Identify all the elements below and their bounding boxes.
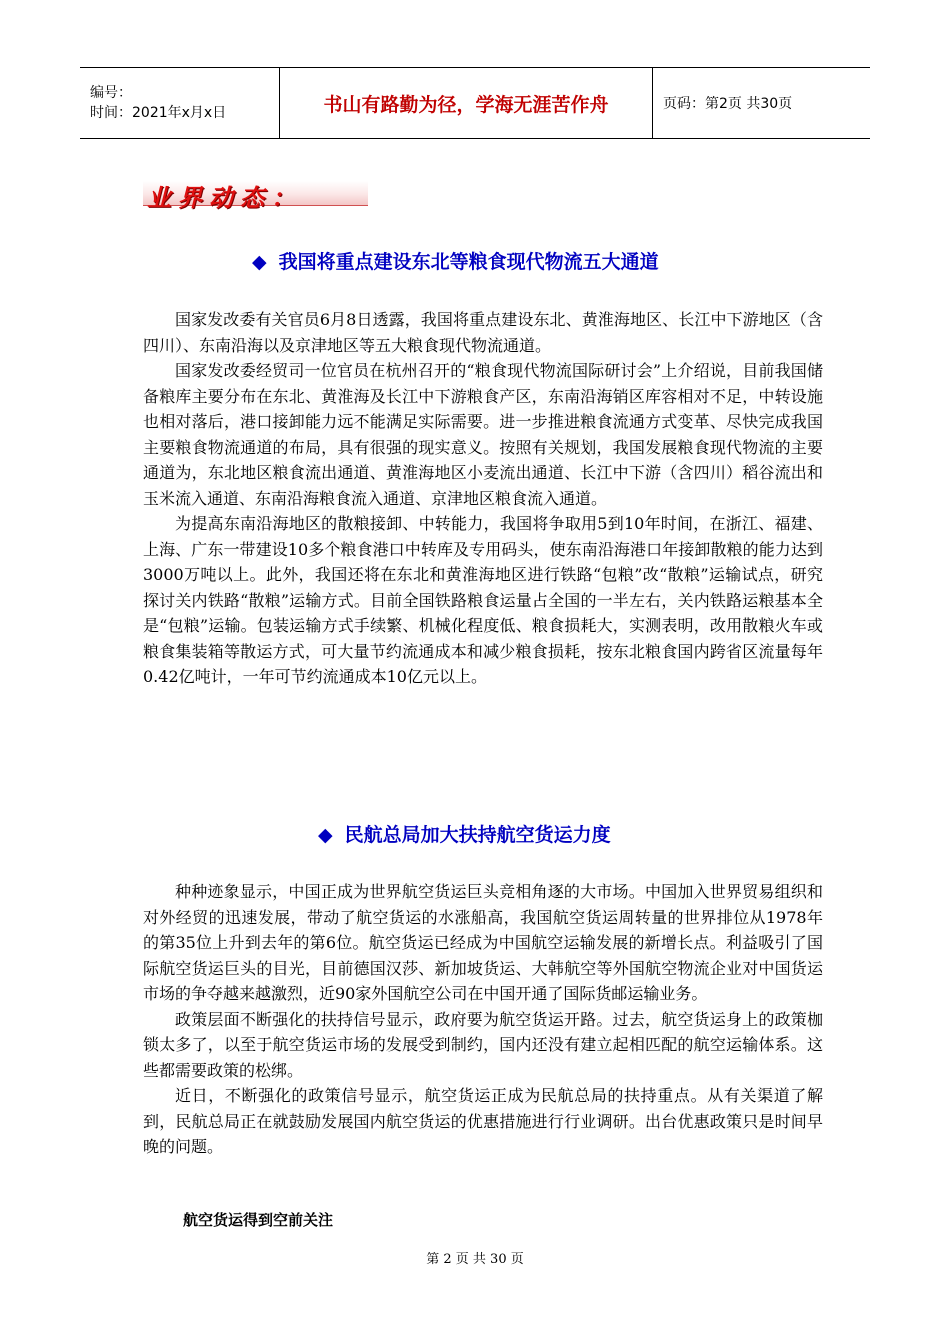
time-label: 时间：2021年x月x日: [90, 105, 227, 121]
paragraph: 国家发改委有关官员6月8日透露，我国将重点建设东北、黄淮海地区、长江中下游地区（含四川）、东南沿海以及京津地区等五大粮食现代物流通道。: [143, 310, 823, 355]
paragraph: 为提高东南沿海地区的散粮接卸、中转能力，我国将争取用5到10年时间，在浙江、福建、上海、广东一带建设10多个粮食港口中转库及专用码头，使东南沿海港口年接卸散粮的能力达到3000万吨以上。此外，我国还将在东北和黄淮海地区进行铁路“包粮”改“散粮”运输试点，研究探讨关内铁路“散粮”运输方式。目前全国铁路粮食运量占全国的一半左右，关内铁路运粮基本全是“包粮”运输。包装运输方式手续繁、机械化程度低、粮食损耗大，实测表明，改用散粮火车或粮食集装箱等散运方式，可大量节约流通成本和减少粮食损耗，按东北粮食国内跨省区流量每年0.42亿吨计，一年可节约流通成本10亿元以上。: [143, 514, 823, 686]
header-motto: [280, 68, 653, 138]
page-label: 页码：第2页 共30页: [663, 96, 793, 112]
motto-text: 书山有路勤为径，学海无涯苦作舟: [323, 93, 609, 116]
header-meta: [80, 68, 280, 138]
paragraph: 近日，不断强化的政策信号显示，航空货运正成为民航总局的扶持重点。从有关渠道了解到，民航总局正在就鼓励发展国内航空货运的优惠措施进行行业调研。出台优惠政策只是时间早晚的问题。: [143, 1086, 823, 1156]
paragraph: 政策层面不断强化的扶持信号显示，政府要为航空货运开路。过去，航空货运身上的政策枷锁太多了，以至于航空货运市场的发展受到制约，国内还没有建立起相匹配的航空运输体系。这些都需要政策的松绑。: [143, 1009, 823, 1080]
industry-news-banner: [143, 181, 368, 212]
page-footer: 第 2 页 共 30 页: [426, 1252, 524, 1267]
paragraph: 种种迹象显示，中国正成为世界航空货运巨头竞相角逐的大市场。中国加入世界贸易组织和对外经贸的迅速发展，带动了航空货运的水涨船高，我国航空货运周转量的世界排位从1978年的第35位上升到去年的第6位。航空货运已经成为中国航空运输发展的新增长点。利益吸引了国际航空货运巨头的目光，目前德国汉莎、新加坡货运、大韩航空等外国航空物流企业对中国货运市场的争夺越来越激烈，近90家外国航空公司在中国开通了国际货邮运输业务。: [143, 882, 823, 1003]
number-label: 编号：: [90, 85, 132, 101]
section-title-air-cargo: [318, 820, 611, 847]
section2-body: [143, 879, 823, 1160]
header-page: [653, 68, 870, 138]
section-title-grain-logistics: [252, 247, 659, 274]
diamond-bullet-icon: ◆: [318, 824, 333, 846]
subheading-air-cargo-attention: 航空货运得到空前关注: [183, 1211, 334, 1229]
diamond-bullet-icon: ◆: [252, 251, 267, 273]
section-title-text: 我国将重点建设东北等粮食现代物流五大通道: [278, 251, 659, 273]
page-header: [80, 67, 870, 139]
section-title-text: 民航总局加大扶持航空货运力度: [344, 824, 611, 846]
paragraph: 国家发改委经贸司一位官员在杭州召开的“粮食现代物流国际研讨会”上介绍说，目前我国储备粮库主要分布在东北、黄淮海及长江中下游粮食产区，东南沿海销区库容相对不足，中转设施也相对落后，港口接卸能力远不能满足实际需要。进一步推进粮食流通方式变革、尽快完成我国主要粮食物流通道的布局，具有很强的现实意义。按照有关规划，我国发展粮食现代物流的主要通道为，东北地区粮食流出通道、黄淮海地区小麦流出通道、长江中下游（含四川）稻谷流出和玉米流入通道、东南沿海粮食流入通道、京津地区粮食流入通道。: [143, 361, 823, 508]
banner-text: 业界动态：: [147, 184, 302, 212]
section1-body: [143, 307, 823, 690]
